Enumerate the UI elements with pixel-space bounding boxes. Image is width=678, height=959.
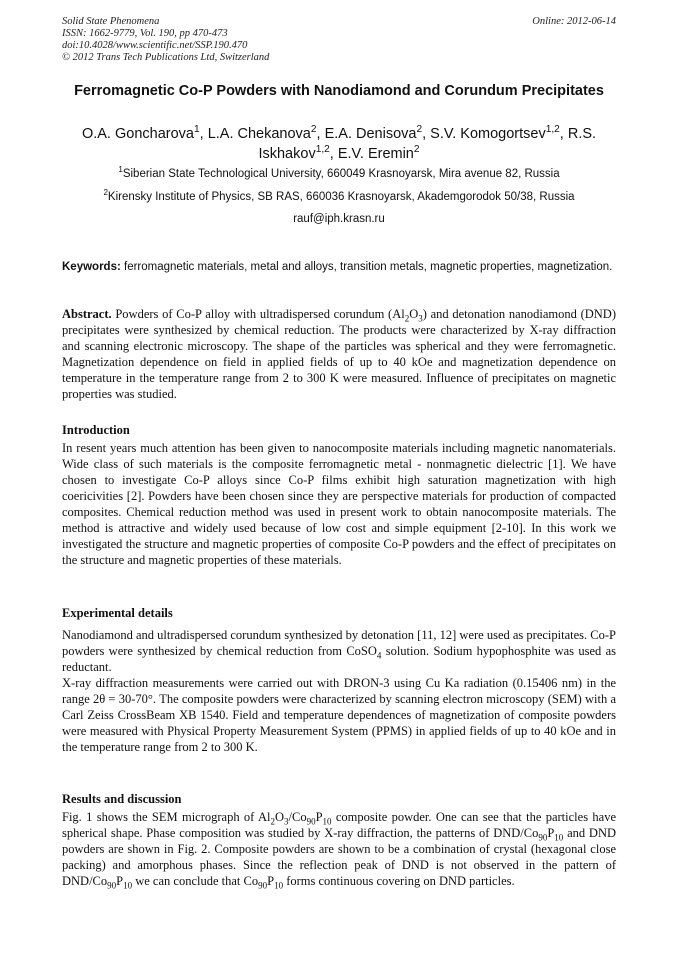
introduction-text: In resent years much attention has been given to nanocomposite materials including magnetic nanomaterials. Wide class of such materials is the composite ferromagnetic metal - nonmagnetic dielectric [1]. We have chosen to investigate Co-P alloys since Co-P films exhibit high saturation magnetization with high coericivities [2]. Powders have been chosen since they are perspective materials for production of compacted composites. Chemical reduction method was used in present work to obtain nanocomposite materials. The method is attractive and widely used because of low cost and simple equipment [2-10]. In this work we investigated the structure and magnetic properties of composite Co-P powders and the effect of precipitates on the structure and magnetic properties of these materials.	[62, 441, 616, 567]
introduction-heading: Introduction	[62, 423, 130, 437]
contact-email[interactable]: rauf@iph.krasn.ru	[293, 213, 385, 225]
issn-line: ISSN: 1662-9779, Vol. 190, pp 470-473	[62, 28, 228, 39]
keywords-label: Keywords:	[62, 261, 121, 273]
keywords-section	[62, 260, 616, 275]
author: S.V. Komogortsev$^{1,2}$,	[430, 124, 568, 142]
results-heading: Results and discussion	[62, 792, 182, 806]
journal-name: Solid State Phenomena	[62, 16, 160, 27]
paper-title: Ferromagnetic Co-P Powders with Nanodiamond and Corundum Precipitates	[74, 83, 604, 99]
results-paragraph: Fig. 1 shows the SEM micrograph of $Al_2O_3/Co_{90}P_{10}$ composite powder. One can see that the particles have spherical shape. Phase composition was studied by X-ray diffraction, the patterns of DND/$Co_{90}P_{10}$ and DND powders are shown in Fig. 2. Composite powders are shown to be a combination of crystal (hexagonal close packing) and amorphous phases. Since the reflection peak of DND is not observed in the pattern of DND/$Co_{90}P_{10}$ we can conclude that $Co_{90}P_{10}$ forms continuous covering on DND particles.	[62, 810, 616, 891]
keywords-text: ferromagnetic materials, metal and alloys, transition metals, magnetic properties, magnetization.	[124, 261, 613, 273]
author-list	[62, 124, 616, 164]
experimental-paragraph-2: X-ray diffraction measurements were carried out with DRON-3 using Cu Ka radiation (0.15406 nm) in the range 2θ = 30-70°. The composite powders were characterized by scanning electron microscopy (SEM) with a Carl Zeiss CrossBeam XB 1540. Field and temperature dependences of magnetization of composite powders were measured with Physical Property Measurement System (PPMS) in applied fields of up to 40 kOe and in the temperature range from 2 to 300 K.	[62, 676, 616, 754]
affiliation-2: $^2$Kirensky Institute of Physics, SB RAS, 660036 Krasnoyarsk, Akademgorodok 50/38, Russia	[103, 188, 575, 203]
experimental-paragraph-1: Nanodiamond and ultradispersed corundum synthesized by detonation [11, 12] were used as precipitates. Co-P powders were synthesized by chemical reduction from CoSO$_4$ solution. Sodium hypophosphite was used as reductant.	[62, 628, 616, 674]
affiliation-1: $^1$Siberian State Technological University, 660049 Krasnoyarsk, Mira avenue 82, Russia	[118, 165, 560, 180]
experimental-heading: Experimental details	[62, 606, 173, 620]
journal-header	[62, 16, 482, 64]
author: E.A. Denisova$^2$,	[324, 124, 431, 142]
doi-line[interactable]: doi:10.4028/www.scientific.net/SSP.190.470	[62, 40, 248, 51]
copyright-line: © 2012 Trans Tech Publications Ltd, Switzerland	[62, 52, 270, 63]
author: E.V. Eremin$^2$	[337, 144, 420, 162]
author: R.S. Iskhakov$^{1,2}$,	[258, 126, 597, 162]
author: O.A. Goncharova$^1$,	[81, 124, 208, 142]
online-date: Online: 2012-06-14	[532, 16, 616, 27]
abstract-label: Abstract.	[62, 307, 112, 321]
author: L.A. Chekanova$^2$,	[207, 124, 325, 142]
abstract-section: Abstract. Powders of Co-P alloy with ultradispersed corundum $(Al_2O_3)$ and detonation nanodiamond (DND) precipitates were synthesized by chemical reduction. The products were characterized by X-ray diffraction and scanning electronic microscopy. The shape of the particles was spherical and they were ferromagnetic. Magnetization dependence on field in applied fields of up to 40 kOe and magnetization dependence on temperature in the temperature range from 2 to 300 K were measured. Influence of precipitates on magnetic properties was studied.	[62, 307, 616, 401]
